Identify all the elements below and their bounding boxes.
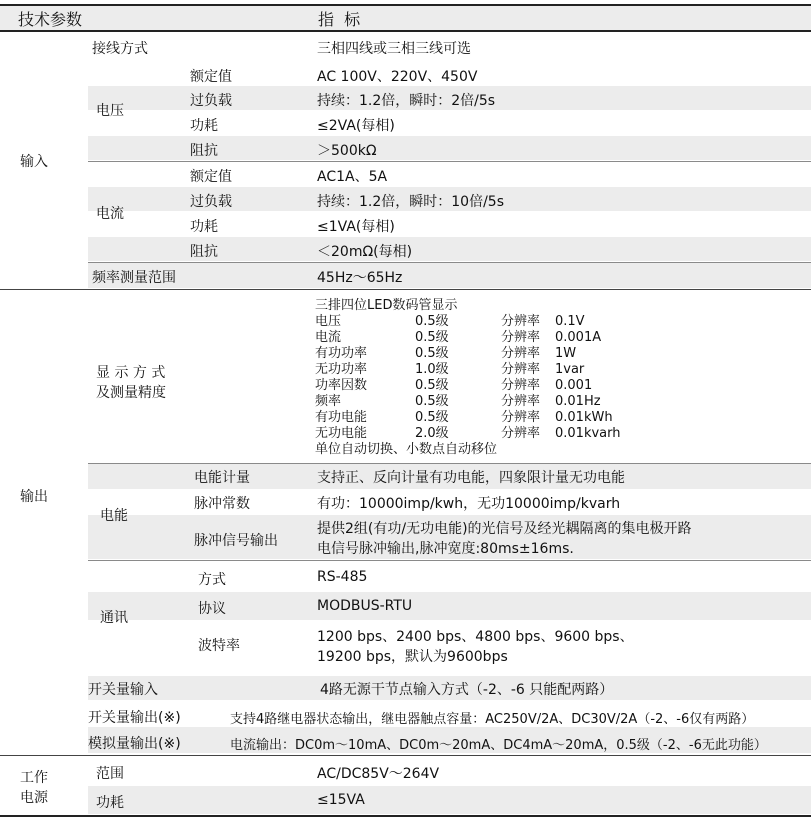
current-power-value: ≤1VA(每相) bbox=[317, 219, 395, 235]
spec-name: 电流 bbox=[315, 330, 342, 345]
analog-out-label: 模拟量输出(※) bbox=[88, 736, 181, 752]
spec-class: 0.5级 bbox=[415, 394, 449, 409]
comm-baud-value-line2: 19200 bps，默认为9600bps bbox=[317, 649, 508, 665]
spec-row bbox=[315, 346, 621, 362]
comm-baud-label: 波特率 bbox=[198, 638, 240, 654]
pulse-out-value-line2: 电信号脉冲输出,脉冲宽度:80ms±16ms. bbox=[317, 541, 574, 557]
section-input-label: 输入 bbox=[20, 154, 48, 170]
display-label-line1: 显 示 方 式 bbox=[96, 365, 166, 381]
spec-row bbox=[315, 362, 621, 378]
energy-label: 电能 bbox=[100, 508, 128, 524]
spec-res: 0.01kvarh bbox=[555, 426, 621, 441]
switch-out-label: 开关量输出(※) bbox=[88, 710, 181, 726]
spec-res-label: 分辨率 bbox=[501, 330, 541, 345]
pulse-out-value-line1: 提供2组(有功/无功电能)的光信号及经光耦隔离的集电极开路 bbox=[317, 521, 692, 537]
spec-res-label: 分辨率 bbox=[501, 314, 541, 329]
power-consumption-label: 功耗 bbox=[96, 795, 124, 811]
voltage-power-label: 功耗 bbox=[190, 118, 218, 134]
row-shade bbox=[88, 262, 811, 288]
power-range-label: 范围 bbox=[96, 766, 124, 782]
display-intro: 三排四位LED数码管显示 bbox=[315, 298, 458, 313]
spec-name: 有功电能 bbox=[315, 410, 368, 425]
display-label-line2: 及测量精度 bbox=[96, 385, 166, 401]
freq-label: 频率测量范围 bbox=[92, 270, 176, 286]
spec-name: 有功功率 bbox=[315, 346, 368, 361]
spec-row bbox=[315, 394, 621, 410]
spec-res: 0.01Hz bbox=[555, 394, 601, 409]
current-label: 电流 bbox=[96, 206, 124, 222]
spec-class: 0.5级 bbox=[415, 346, 449, 361]
rule-top bbox=[0, 4, 811, 6]
spec-class: 0.5级 bbox=[415, 314, 449, 329]
voltage-rated-value: AC 100V、220V、450V bbox=[317, 69, 478, 85]
rule-display-energy bbox=[88, 463, 811, 464]
spec-name: 无功功率 bbox=[315, 362, 368, 377]
rule-output-power bbox=[0, 755, 811, 756]
section-output-label: 输出 bbox=[20, 489, 48, 505]
rule-energy-comm bbox=[88, 560, 811, 561]
comm-protocol-value: MODBUS-RTU bbox=[317, 598, 413, 614]
current-impedance-value: ＜20mΩ(每相) bbox=[317, 244, 413, 260]
spec-class: 1.0级 bbox=[415, 362, 449, 377]
spec-res: 0.001 bbox=[555, 378, 593, 393]
switch-in-value: 4路无源干节点输入方式（-2、-6 只能配两路） bbox=[320, 682, 614, 698]
row-shade bbox=[88, 786, 811, 814]
spec-class: 0.5级 bbox=[415, 410, 449, 425]
voltage-impedance-label: 阻抗 bbox=[190, 143, 218, 159]
spec-name: 功率因数 bbox=[315, 378, 368, 393]
spec-class: 0.5级 bbox=[415, 330, 449, 345]
spec-name: 无功电能 bbox=[315, 426, 368, 441]
spec-res-label: 分辨率 bbox=[501, 378, 541, 393]
current-rated-label: 额定值 bbox=[190, 169, 232, 185]
voltage-rated-label: 额定值 bbox=[190, 69, 232, 85]
spec-res-label: 分辨率 bbox=[501, 346, 541, 361]
voltage-overload-value: 持续：1.2倍，瞬时：2倍/5s bbox=[317, 93, 496, 109]
comm-baud-value-line1: 1200 bps、2400 bps、4800 bps、9600 bps、 bbox=[317, 629, 634, 645]
wiring-value: 三相四线或三相三线可选 bbox=[317, 41, 471, 57]
spec-row bbox=[315, 426, 621, 442]
spec-class: 2.0级 bbox=[415, 426, 449, 441]
rule-header bbox=[0, 30, 811, 32]
spec-res: 0.01kWh bbox=[555, 410, 613, 425]
analog-out-value: 电流输出：DC0m～10mA、DC0m～20mA、DC4mA～20mA，0.5级（-2、-6无此功能） bbox=[230, 738, 767, 753]
power-consumption-value: ≤15VA bbox=[317, 792, 365, 808]
current-power-label: 功耗 bbox=[190, 219, 218, 235]
spec-res: 1W bbox=[555, 346, 577, 361]
spec-res-label: 分辨率 bbox=[501, 426, 541, 441]
power-range-value: AC/DC85V～264V bbox=[317, 766, 440, 782]
voltage-power-value: ≤2VA(每相) bbox=[317, 118, 395, 134]
comm-mode-label: 方式 bbox=[198, 572, 226, 588]
voltage-impedance-value: ＞500kΩ bbox=[317, 143, 377, 159]
comm-protocol-label: 协议 bbox=[198, 601, 226, 617]
spec-res: 1var bbox=[555, 362, 585, 377]
rule-voltage-current bbox=[88, 161, 811, 162]
header-background bbox=[0, 4, 811, 31]
section-power-label-line1: 工作 bbox=[20, 770, 48, 786]
current-overload-label: 过负载 bbox=[190, 194, 232, 210]
spec-name: 频率 bbox=[315, 394, 342, 409]
current-impedance-label: 阻抗 bbox=[190, 244, 218, 260]
spec-res: 0.1V bbox=[555, 314, 585, 329]
spec-class: 0.5级 bbox=[415, 378, 449, 393]
energy-metering-label: 电能计量 bbox=[194, 470, 250, 486]
wiring-label: 接线方式 bbox=[92, 41, 148, 57]
pulse-out-label: 脉冲信号输出 bbox=[194, 533, 278, 549]
header-indicator: 指 标 bbox=[318, 10, 361, 29]
spec-row bbox=[315, 330, 621, 346]
current-rated-value: AC1A、5A bbox=[317, 169, 388, 185]
spec-row bbox=[315, 410, 621, 426]
rule-current-freq bbox=[88, 262, 811, 263]
spec-res-label: 分辨率 bbox=[501, 410, 541, 425]
comm-label: 通讯 bbox=[100, 610, 128, 626]
header-param: 技术参数 bbox=[18, 10, 83, 29]
rule-input-output bbox=[0, 289, 811, 290]
voltage-label: 电压 bbox=[96, 103, 124, 119]
pulse-const-value: 有功：10000imp/kwh，无功10000imp/kvarh bbox=[317, 496, 621, 512]
freq-value: 45Hz～65Hz bbox=[317, 270, 403, 286]
row-shade bbox=[88, 592, 811, 620]
spec-res-label: 分辨率 bbox=[501, 362, 541, 377]
display-spec-list bbox=[315, 298, 621, 458]
comm-mode-value: RS-485 bbox=[317, 569, 368, 585]
spec-row bbox=[315, 314, 621, 330]
current-overload-value: 持续：1.2倍，瞬时：10倍/5s bbox=[317, 194, 504, 210]
spec-res: 0.001A bbox=[555, 330, 602, 345]
voltage-overload-label: 过负载 bbox=[190, 93, 232, 109]
display-footer: 单位自动切换、小数点自动移位 bbox=[315, 442, 498, 457]
spec-row bbox=[315, 378, 621, 394]
rule-bottom bbox=[0, 815, 811, 817]
energy-metering-value: 支持正、反向计量有功电能，四象限计量无功电能 bbox=[317, 470, 625, 486]
switch-in-label: 开关量输入 bbox=[88, 682, 158, 698]
section-power-label-line2: 电源 bbox=[20, 790, 48, 806]
switch-out-value: 支持4路继电器状态输出，继电器触点容量：AC250V/2A、DC30V/2A（-2、-6仅有两路） bbox=[230, 712, 755, 727]
spec-res-label: 分辨率 bbox=[501, 394, 541, 409]
pulse-const-label: 脉冲常数 bbox=[194, 496, 250, 512]
spec-name: 电压 bbox=[315, 314, 342, 329]
